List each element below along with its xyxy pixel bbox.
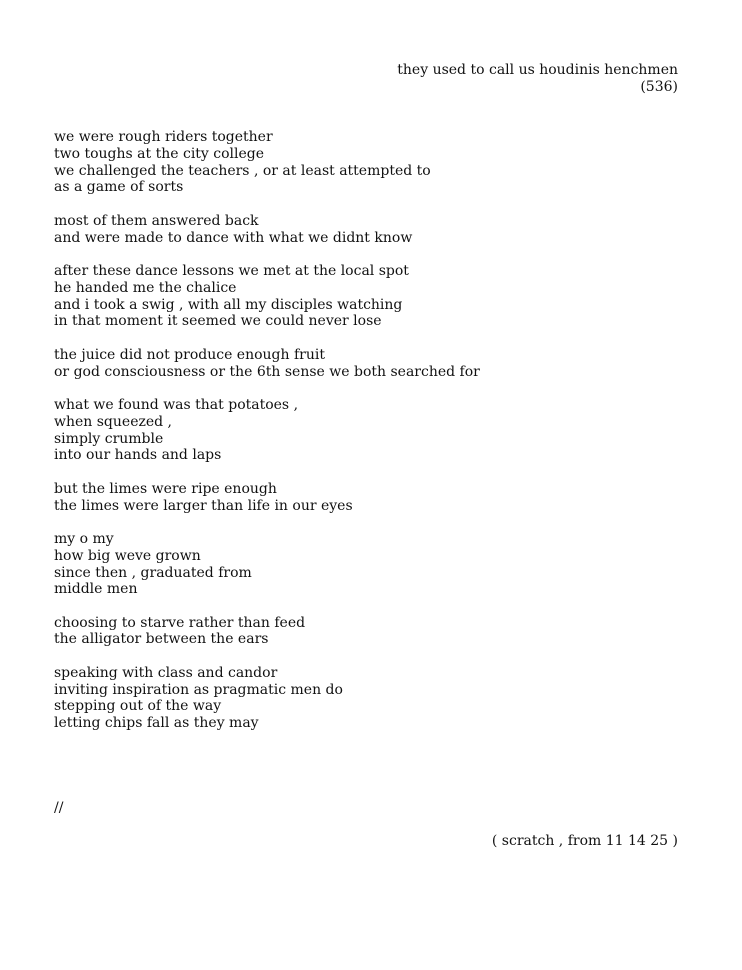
stanza (54, 397, 480, 464)
stanza (54, 615, 480, 649)
poem-line: inviting inspiration as pragmatic men do (54, 681, 343, 698)
stanza (54, 213, 480, 247)
stanza (54, 263, 480, 330)
poem-line: the limes were larger than life in our eyes (54, 497, 353, 514)
section-divider: // (54, 800, 64, 816)
poem-line: but the limes were ripe enough (54, 480, 277, 497)
stanza (54, 481, 480, 515)
poem-line: what we found was that potatoes , (54, 396, 299, 413)
poem-number: (536) (640, 79, 678, 95)
poem-line: or god consciousness or the 6th sense we both searched for (54, 363, 480, 380)
poem-line: speaking with class and candor (54, 664, 278, 681)
stanza (54, 347, 480, 381)
poem-footer-note: ( scratch , from 11 14 25 ) (491, 833, 678, 849)
poem-line: in that moment it seemed we could never lose (54, 313, 382, 330)
poem-line: we were rough riders together (54, 129, 273, 145)
poem-line: and i took a swig , with all my disciples watching (54, 296, 403, 313)
stanza (54, 665, 480, 732)
poem-body (54, 129, 480, 749)
poem-line: and were made to dance with what we didnt know (54, 229, 413, 246)
poem-header (397, 62, 678, 96)
poem-line: into our hands and laps (54, 447, 222, 464)
poem-line: he handed me the chalice (54, 279, 237, 296)
poem-title: they used to call us houdinis henchmen (397, 62, 678, 78)
poem-line: simply crumble (54, 430, 164, 447)
poem-line: most of them answered back (54, 212, 259, 229)
poem-line: middle men (54, 581, 138, 598)
poem-line: since then , graduated from (54, 564, 252, 581)
poem-line: as a game of sorts (54, 179, 184, 196)
poem-line: when squeezed , (54, 413, 173, 430)
poem-line: the alligator between the ears (54, 631, 269, 648)
poem-line: how big weve grown (54, 547, 201, 564)
poem-line: letting chips fall as they may (54, 715, 259, 732)
poem-line: we challenged the teachers , or at least attempted to (54, 162, 431, 179)
stanza (54, 129, 480, 196)
stanza (54, 531, 480, 598)
poem-line: stepping out of the way (54, 698, 222, 715)
poem-line: choosing to starve rather than feed (54, 614, 306, 631)
poem-line: after these dance lessons we met at the local spot (54, 262, 409, 279)
poem-line: the juice did not produce enough fruit (54, 346, 325, 363)
poem-line: my o my (54, 530, 114, 547)
poem-line: two toughs at the city college (54, 145, 265, 162)
